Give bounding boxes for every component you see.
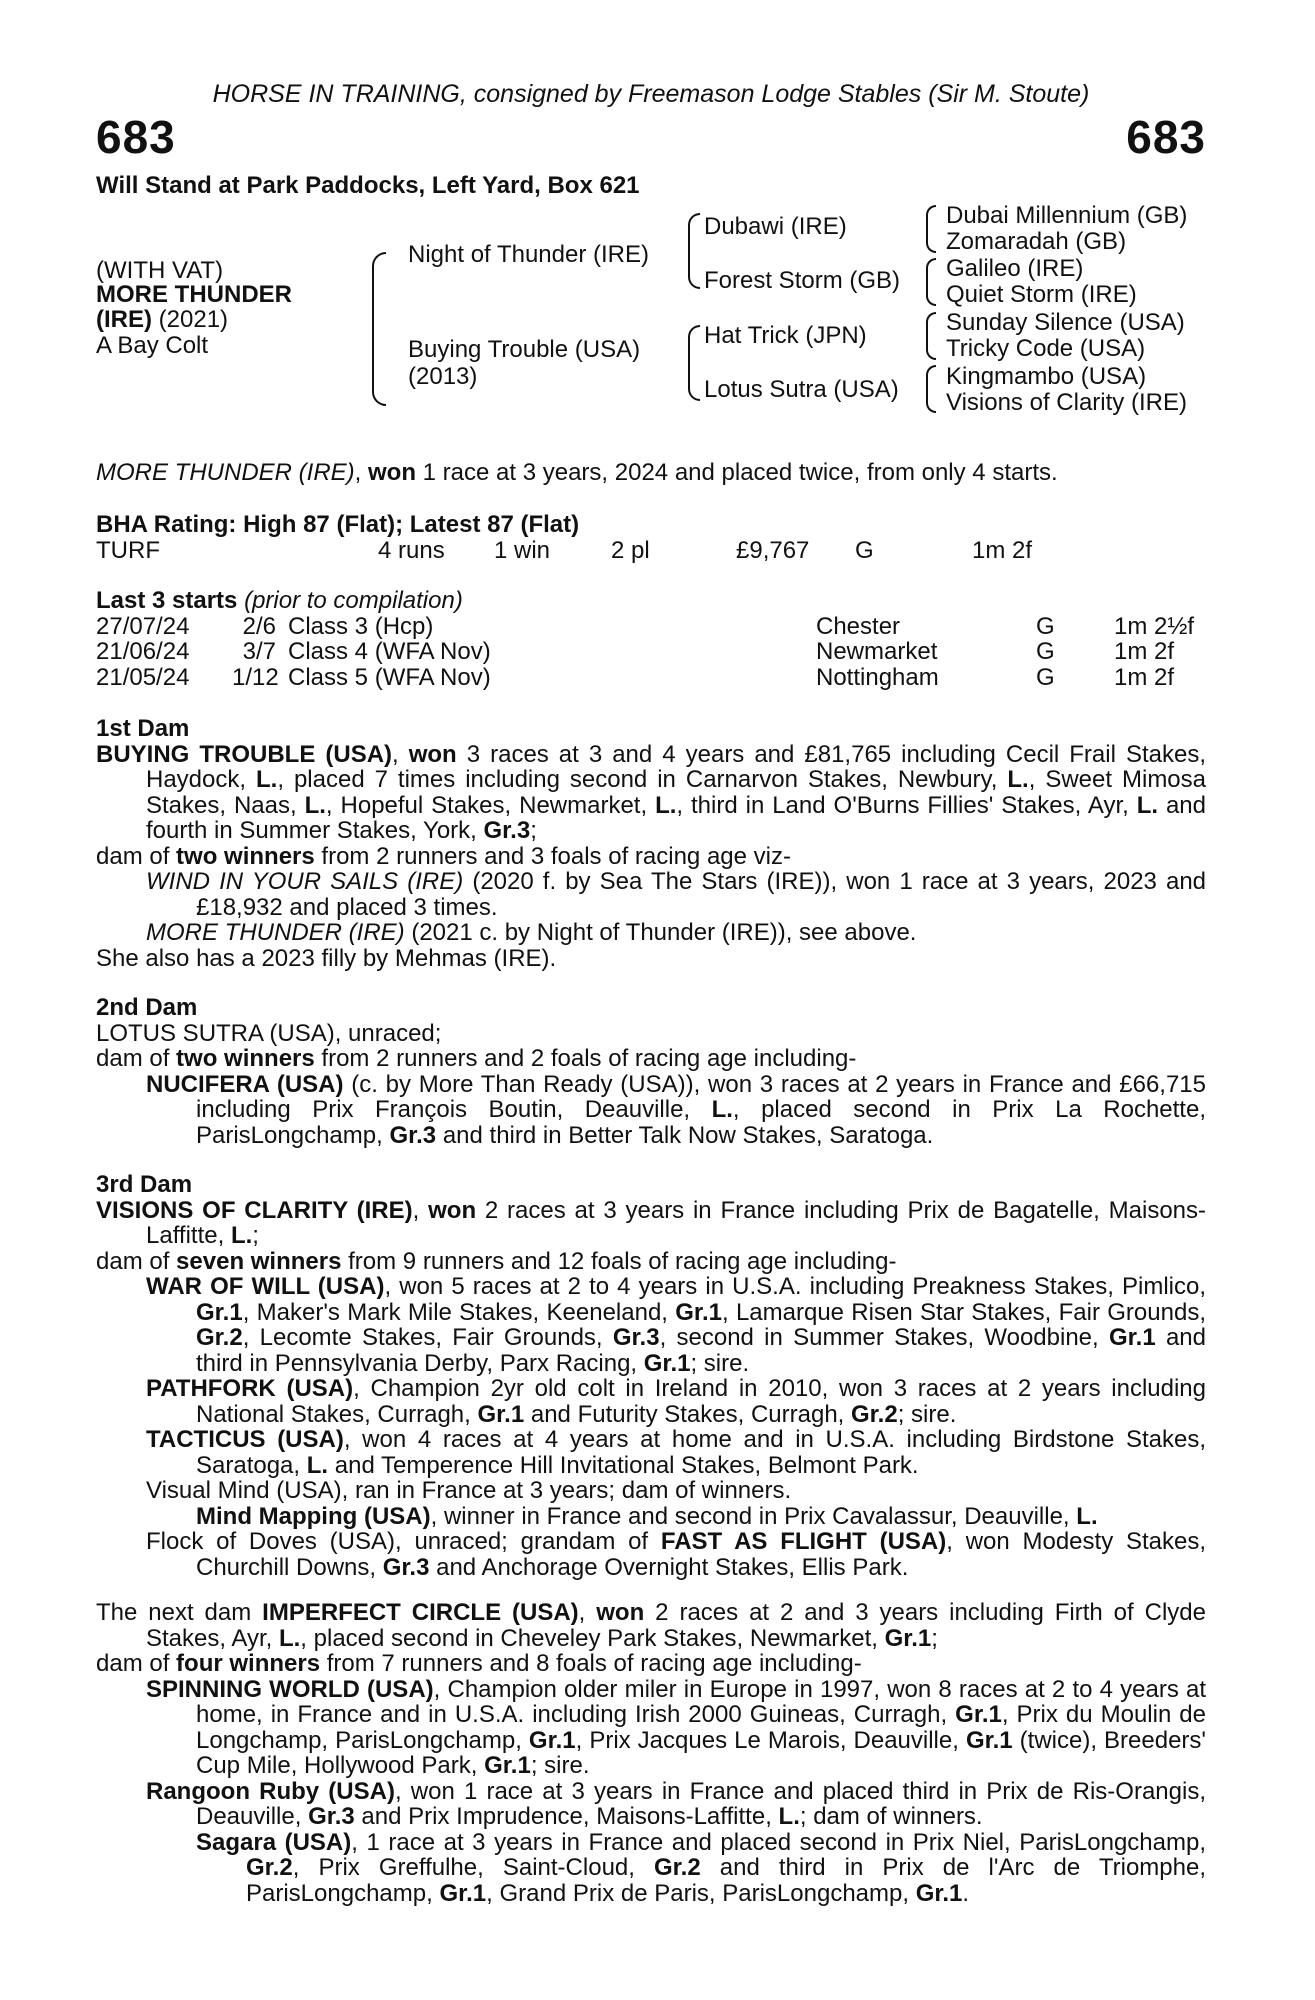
pedigree-sds: Galileo (IRE) <box>946 255 1084 282</box>
last-start-class: Class 3 (Hcp) <box>288 612 434 640</box>
rating-section <box>96 512 1206 563</box>
consignor-line: HORSE IN TRAINING, consigned by Freemason Lodge Stables (Sir M. Stoute) <box>212 80 1090 108</box>
horse-description: A Bay Colt <box>96 332 209 359</box>
pedigree-sd: Forest Storm (GB) <box>704 267 901 294</box>
pedigree-sdd: Quiet Storm (IRE) <box>946 281 1137 308</box>
pedigree-ds: Hat Trick (JPN) <box>704 322 867 349</box>
first-dam-section: 1st Dam BUYING TROUBLE (USA), won 3 races at 3 and 4 years and £81,765 including Cecil Frail Stakes, Haydock, L., placed 7 times including second in Carnarvon Stakes, Newbury, L., Sweet Mimosa Stakes, Naas, L., Hopeful Stakes, Newmarket, L., third in Land O'Burns Fillies' Stakes, Ayr, L. and fourth in Summer Stakes, York, Gr.3; dam of two winners from 2 runners and 3 foals of racing age viz- WIND IN YOUR SAILS (IRE) (2020 f. by Sea The Stars (IRE)), won 1 race at 3 years, 2023 and £18,932 and placed 3 times. MORE THUNDER (IRE) (2021 c. by Night of Thunder (IRE)), see above. She also has a 2023 filly by Mehmas (IRE). <box>96 715 1207 972</box>
pedigree-sire: Night of Thunder (IRE) <box>408 241 649 268</box>
pedigree-dsd: Tricky Code (USA) <box>946 335 1146 362</box>
pedigree-ssd: Zomaradah (GB) <box>946 228 1127 255</box>
lot-number-left: 683 <box>96 111 176 163</box>
pedigree-dd: Lotus Sutra (USA) <box>704 376 899 403</box>
vat-label: (WITH VAT) <box>96 257 224 284</box>
race-summary: MORE THUNDER (IRE), won 1 race at 3 years, 2024 and placed twice, from only 4 starts. <box>96 459 1058 486</box>
last-start-date: 21/05/24 <box>96 663 190 691</box>
pedigree-dss: Sunday Silence (USA) <box>946 309 1185 336</box>
lot-number-right: 683 <box>1126 111 1206 163</box>
first-dam-title: 1st Dam <box>96 715 190 742</box>
pedigree-brace-sire <box>688 213 700 289</box>
last-start-dist: 1m 2f <box>1114 638 1175 665</box>
horse-country: (IRE) <box>96 306 152 333</box>
horse-year: (2021) <box>158 306 229 333</box>
last-start-pos: 2/6 <box>242 612 276 640</box>
last-start-pos: 1/12 <box>232 663 279 691</box>
last-start-date: 21/06/24 <box>96 638 190 665</box>
next-dam-section: The next dam IMPERFECT CIRCLE (USA), won 2 races at 2 and 3 years including Firth of Clyde Stakes, Ayr, L., placed second in Cheveley Park Stakes, Newmarket, Gr.1; dam of four winners from 7 runners and 8 foals of racing age including- SPINNING WORLD (USA), Champion older miler in Europe in 1997, won 8 races at 2 to 4 years at home, in France and in U.S.A. including Irish 2000 Guineas, Curragh, Gr.1, Prix du Moulin de Longchamp, ParisLongchamp, Gr.1, Prix Jacques Le Marois, Deauville, Gr.1 (twice), Breeders' Cup Mile, Hollywood Park, Gr.1; sire. Rangoon Ruby (USA), won 1 race at 3 years in France and placed third in Prix de Ris-Orangis, Deauville, Gr.3 and Prix Imprudence, Maisons-Laffitte, L.; dam of winners. Sagara (USA), 1 race at 3 years in France and placed second in Prix Niel, ParisLongchamp, Gr.2, Prix Greffulhe, Saint-Cloud, Gr.2 and third in Prix de l'Arc de Triomphe, ParisLongchamp, Gr.1, Grand Prix de Paris, ParisLongchamp, Gr.1. <box>96 1599 1207 1907</box>
last-start-pos: 3/7 <box>242 638 276 665</box>
pedigree-brace-dd <box>926 365 936 413</box>
pedigree-sss: Dubai Millennium (GB) <box>946 202 1188 229</box>
last-start-dist: 1m 2½f <box>1114 612 1195 640</box>
last-start-row <box>96 614 1206 640</box>
last-start-going: G <box>1036 663 1055 691</box>
last-start-going: G <box>1036 612 1055 640</box>
pedigree-ddd: Visions of Clarity (IRE) <box>946 389 1187 416</box>
horse-name-line2 <box>96 306 228 334</box>
last-start-class: Class 4 (WFA Nov) <box>288 638 491 665</box>
pedigree-brace-dam <box>688 325 700 401</box>
pedigree-brace-main <box>372 252 386 406</box>
last-start-dist: 1m 2f <box>1114 663 1175 691</box>
pedigree-brace-sd <box>926 258 936 306</box>
last-start-going: G <box>1036 638 1055 665</box>
pedigree-brace-ss <box>926 205 936 253</box>
pedigree-dam-year: (2013) <box>408 363 478 390</box>
second-dam-title: 2nd Dam <box>96 994 198 1021</box>
last-starts-title: Last 3 starts <box>96 587 238 614</box>
stand-location: Will Stand at Park Paddocks, Left Yard, Box 621 <box>96 172 640 199</box>
last-start-row <box>96 665 1206 691</box>
last-start-date: 27/07/24 <box>96 612 190 640</box>
last-starts-section: Last 3 starts (prior to compilation) 27/07/24 2/6 Class 3 (Hcp) Chester G 1m 2½f 21/06/24 3/7 Class 4 (WFA Nov) Newmarket G 1m 2f 21/05/24 1/12 Class 5 (WFA Nov) Nottingham G 1m 2f <box>96 588 1206 690</box>
pedigree-dam: Buying Trouble (USA) <box>408 336 641 363</box>
rating-title: BHA Rating: High 87 (Flat); Latest 87 (Flat) <box>96 511 580 538</box>
pedigree-dds: Kingmambo (USA) <box>946 363 1147 390</box>
rating-row: TURF 4 runs 1 win 2 pl £9,767 G 1m 2f <box>96 536 1033 564</box>
last-start-course: Newmarket <box>816 638 938 665</box>
last-start-course: Nottingham <box>816 663 939 691</box>
last-start-row <box>96 639 1206 665</box>
last-start-course: Chester <box>816 612 901 640</box>
last-start-class: Class 5 (WFA Nov) <box>288 663 491 691</box>
third-dam-section: 3rd Dam VISIONS OF CLARITY (IRE), won 2 races at 3 years in France including Prix de Bagatelle, Maisons-Laffitte, L.; dam of seven winners from 9 runners and 12 foals of racing age including- WAR OF WILL (USA), won 5 races at 2 to 4 years in U.S.A. including Preakness Stakes, Pimlico, Gr.1, Maker's Mark Mile Stakes, Keeneland, Gr.1, Lamarque Risen Star Stakes, Fair Grounds, Gr.2, Lecomte Stakes, Fair Grounds, Gr.3, second in Summer Stakes, Woodbine, Gr.1 and third in Pennsylvania Derby, Parx Racing, Gr.1; sire. PATHFORK (USA), Champion 2yr old colt in Ireland in 2010, won 3 races at 2 years including National Stakes, Curragh, Gr.1 and Futurity Stakes, Curragh, Gr.2; sire. TACTICUS (USA), won 4 races at 4 years at home and in U.S.A. including Birdstone Stakes, Saratoga, L. and Temperence Hill Invitational Stakes, Belmont Park. Visual Mind (USA), ran in France at 3 years; dam of winners. Mind Mapping (USA), winner in France and second in Prix Cavalassur, Deauville, L. Flock of Doves (USA), unraced; grandam of FAST AS FLIGHT (USA), won Modesty Stakes, Churchill Downs, Gr.3 and Anchorage Overnight Stakes, Ellis Park. <box>96 1171 1207 1581</box>
third-dam-title: 3rd Dam <box>96 1171 193 1198</box>
second-dam-section: 2nd Dam LOTUS SUTRA (USA), unraced; dam of two winners from 2 runners and 2 foals of racing age including- NUCIFERA (USA) (c. by More Than Ready (USA)), won 3 races at 2 years in France and £66,715 including Prix François Boutin, Deauville, L., placed second in Prix La Rochette, ParisLongchamp, Gr.3 and third in Better Talk Now Stakes, Saratoga. <box>96 994 1207 1149</box>
pedigree-brace-ds <box>926 312 936 360</box>
horse-name: MORE THUNDER <box>96 281 292 308</box>
pedigree-ss: Dubawi (IRE) <box>704 213 847 240</box>
